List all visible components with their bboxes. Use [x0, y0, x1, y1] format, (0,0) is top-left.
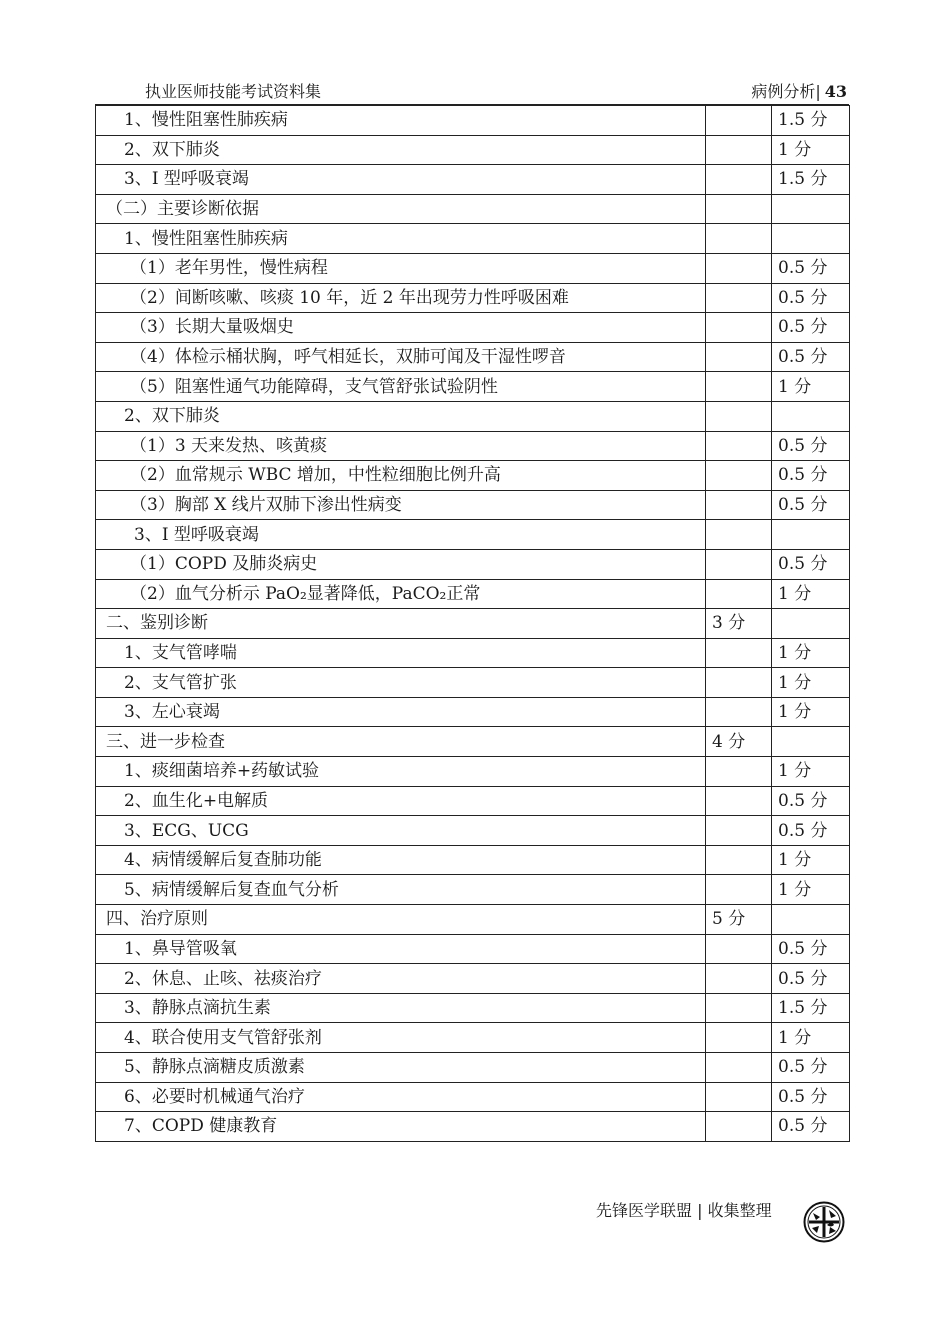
- row-item-cell: 4、联合使用支气管舒张剂: [96, 1023, 706, 1053]
- section-score-cell: 4 分: [706, 727, 772, 757]
- section-score-cell: [706, 520, 772, 550]
- points-cell: 0.5 分: [772, 1112, 850, 1142]
- table-row: [96, 520, 850, 550]
- table-row: [96, 609, 850, 639]
- medical-union-logo-icon: [803, 1201, 845, 1243]
- points-cell: 1 分: [772, 845, 850, 875]
- table-row: [96, 1112, 850, 1142]
- points-cell: [772, 727, 850, 757]
- table-row: [96, 845, 850, 875]
- section-score-cell: [706, 342, 772, 372]
- points-cell: 0.5 分: [772, 313, 850, 343]
- row-item-cell: 1、慢性阻塞性肺疾病: [96, 106, 706, 136]
- points-cell: 1 分: [772, 638, 850, 668]
- table-row: [96, 816, 850, 846]
- page-number: 43: [824, 82, 847, 101]
- points-cell: 0.5 分: [772, 549, 850, 579]
- table-row: [96, 224, 850, 254]
- section-score-cell: [706, 135, 772, 165]
- section-score-cell: [706, 106, 772, 136]
- section-score-cell: [706, 1053, 772, 1083]
- points-cell: 1 分: [772, 757, 850, 787]
- table-row: [96, 786, 850, 816]
- section-score-cell: [706, 993, 772, 1023]
- section-label-group: [751, 79, 847, 102]
- row-item-cell: 3、ECG、UCG: [96, 816, 706, 846]
- table-body: [96, 106, 850, 1142]
- section-score-cell: [706, 934, 772, 964]
- row-item-cell: 四、治疗原则: [96, 905, 706, 935]
- points-cell: 1 分: [772, 668, 850, 698]
- points-cell: 0.5 分: [772, 934, 850, 964]
- points-cell: 0.5 分: [772, 461, 850, 491]
- row-item-cell: 2、双下肺炎: [96, 135, 706, 165]
- points-cell: 0.5 分: [772, 431, 850, 461]
- table-row: [96, 135, 850, 165]
- row-item-cell: 3、I 型呼吸衰竭: [96, 520, 706, 550]
- row-item-cell: （1）3 天来发热、咳黄痰: [96, 431, 706, 461]
- table-row: [96, 401, 850, 431]
- page-header: [95, 76, 849, 105]
- row-item-cell: （2）血气分析示 PaO₂显著降低，PaCO₂正常: [96, 579, 706, 609]
- points-cell: [772, 520, 850, 550]
- points-cell: 0.5 分: [772, 964, 850, 994]
- points-cell: 0.5 分: [772, 816, 850, 846]
- section-score-cell: [706, 816, 772, 846]
- table-row: [96, 342, 850, 372]
- section-score-cell: [706, 461, 772, 491]
- table-row: [96, 1023, 850, 1053]
- points-cell: 0.5 分: [772, 1082, 850, 1112]
- table-row: [96, 490, 850, 520]
- row-item-cell: （二）主要诊断依据: [96, 194, 706, 224]
- section-score-cell: [706, 1112, 772, 1142]
- section-score-cell: [706, 1023, 772, 1053]
- points-cell: 1.5 分: [772, 165, 850, 195]
- section-score-cell: 3 分: [706, 609, 772, 639]
- table-row: [96, 372, 850, 402]
- row-item-cell: （1）COPD 及肺炎病史: [96, 549, 706, 579]
- points-cell: [772, 905, 850, 935]
- table-row: [96, 757, 850, 787]
- row-item-cell: （5）阻塞性通气功能障碍，支气管舒张试验阴性: [96, 372, 706, 402]
- book-title: 执业医师技能考试资料集: [145, 82, 322, 101]
- section-score-cell: [706, 875, 772, 905]
- section-score-cell: [706, 372, 772, 402]
- points-cell: 1 分: [772, 1023, 850, 1053]
- row-item-cell: （3）胸部 X 线片双肺下渗出性病变: [96, 490, 706, 520]
- points-cell: 1.5 分: [772, 106, 850, 136]
- section-score-cell: [706, 224, 772, 254]
- section-score-cell: [706, 964, 772, 994]
- points-cell: 1 分: [772, 135, 850, 165]
- table-row: [96, 727, 850, 757]
- section-score-cell: [706, 194, 772, 224]
- points-cell: 0.5 分: [772, 1053, 850, 1083]
- row-item-cell: 6、必要时机械通气治疗: [96, 1082, 706, 1112]
- row-item-cell: 2、血生化+电解质: [96, 786, 706, 816]
- points-cell: 0.5 分: [772, 283, 850, 313]
- section-score-cell: [706, 283, 772, 313]
- row-item-cell: 二、鉴别诊断: [96, 609, 706, 639]
- points-cell: 1 分: [772, 579, 850, 609]
- table-row: [96, 283, 850, 313]
- section-score-cell: [706, 638, 772, 668]
- row-item-cell: 7、COPD 健康教育: [96, 1112, 706, 1142]
- row-item-cell: （1）老年男性，慢性病程: [96, 253, 706, 283]
- row-item-cell: 三、进一步检查: [96, 727, 706, 757]
- row-item-cell: 3、I 型呼吸衰竭: [96, 165, 706, 195]
- table-row: [96, 1053, 850, 1083]
- section-score-cell: [706, 757, 772, 787]
- row-item-cell: （2）间断咳嗽、咳痰 10 年，近 2 年出现劳力性呼吸困难: [96, 283, 706, 313]
- row-item-cell: 1、痰细菌培养+药敏试验: [96, 757, 706, 787]
- section-label: 病例分析|: [751, 82, 821, 101]
- section-score-cell: [706, 165, 772, 195]
- table-row: [96, 993, 850, 1023]
- table-row: [96, 934, 850, 964]
- row-item-cell: 2、休息、止咳、祛痰治疗: [96, 964, 706, 994]
- section-score-cell: 5 分: [706, 905, 772, 935]
- table-row: [96, 313, 850, 343]
- table-row: [96, 964, 850, 994]
- points-cell: 0.5 分: [772, 786, 850, 816]
- table-row: [96, 194, 850, 224]
- row-item-cell: （3）长期大量吸烟史: [96, 313, 706, 343]
- points-cell: [772, 194, 850, 224]
- row-item-cell: 1、鼻导管吸氧: [96, 934, 706, 964]
- row-item-cell: 1、支气管哮喘: [96, 638, 706, 668]
- table-row: [96, 638, 850, 668]
- row-item-cell: 5、静脉点滴糖皮质激素: [96, 1053, 706, 1083]
- points-cell: 0.5 分: [772, 253, 850, 283]
- points-cell: 1 分: [772, 875, 850, 905]
- table-row: [96, 431, 850, 461]
- table-row: [96, 165, 850, 195]
- row-item-cell: 2、支气管扩张: [96, 668, 706, 698]
- footer-credit: 先锋医学联盟 | 收集整理: [596, 1201, 772, 1220]
- table-row: [96, 579, 850, 609]
- section-score-cell: [706, 697, 772, 727]
- row-item-cell: 5、病情缓解后复查血气分析: [96, 875, 706, 905]
- points-cell: 0.5 分: [772, 490, 850, 520]
- table-row: [96, 461, 850, 491]
- table-row: [96, 668, 850, 698]
- row-item-cell: 1、慢性阻塞性肺疾病: [96, 224, 706, 254]
- row-item-cell: （2）血常规示 WBC 增加，中性粒细胞比例升高: [96, 461, 706, 491]
- table-row: [96, 106, 850, 136]
- points-cell: 1 分: [772, 697, 850, 727]
- points-cell: [772, 401, 850, 431]
- section-score-cell: [706, 253, 772, 283]
- table-row: [96, 875, 850, 905]
- points-cell: 1 分: [772, 372, 850, 402]
- points-cell: 1.5 分: [772, 993, 850, 1023]
- section-score-cell: [706, 668, 772, 698]
- table-row: [96, 549, 850, 579]
- table-row: [96, 1082, 850, 1112]
- points-cell: 0.5 分: [772, 342, 850, 372]
- section-score-cell: [706, 786, 772, 816]
- section-score-cell: [706, 490, 772, 520]
- table-row: [96, 905, 850, 935]
- row-item-cell: 3、静脉点滴抗生素: [96, 993, 706, 1023]
- row-item-cell: 3、左心衰竭: [96, 697, 706, 727]
- table-row: [96, 697, 850, 727]
- row-item-cell: （4）体检示桶状胸，呼气相延长，双肺可闻及干湿性啰音: [96, 342, 706, 372]
- section-score-cell: [706, 401, 772, 431]
- row-item-cell: 4、病情缓解后复查肺功能: [96, 845, 706, 875]
- row-item-cell: 2、双下肺炎: [96, 401, 706, 431]
- points-cell: [772, 224, 850, 254]
- score-table: [95, 105, 850, 1142]
- section-score-cell: [706, 579, 772, 609]
- section-score-cell: [706, 431, 772, 461]
- section-score-cell: [706, 1082, 772, 1112]
- section-score-cell: [706, 313, 772, 343]
- table-row: [96, 253, 850, 283]
- section-score-cell: [706, 845, 772, 875]
- points-cell: [772, 609, 850, 639]
- section-score-cell: [706, 549, 772, 579]
